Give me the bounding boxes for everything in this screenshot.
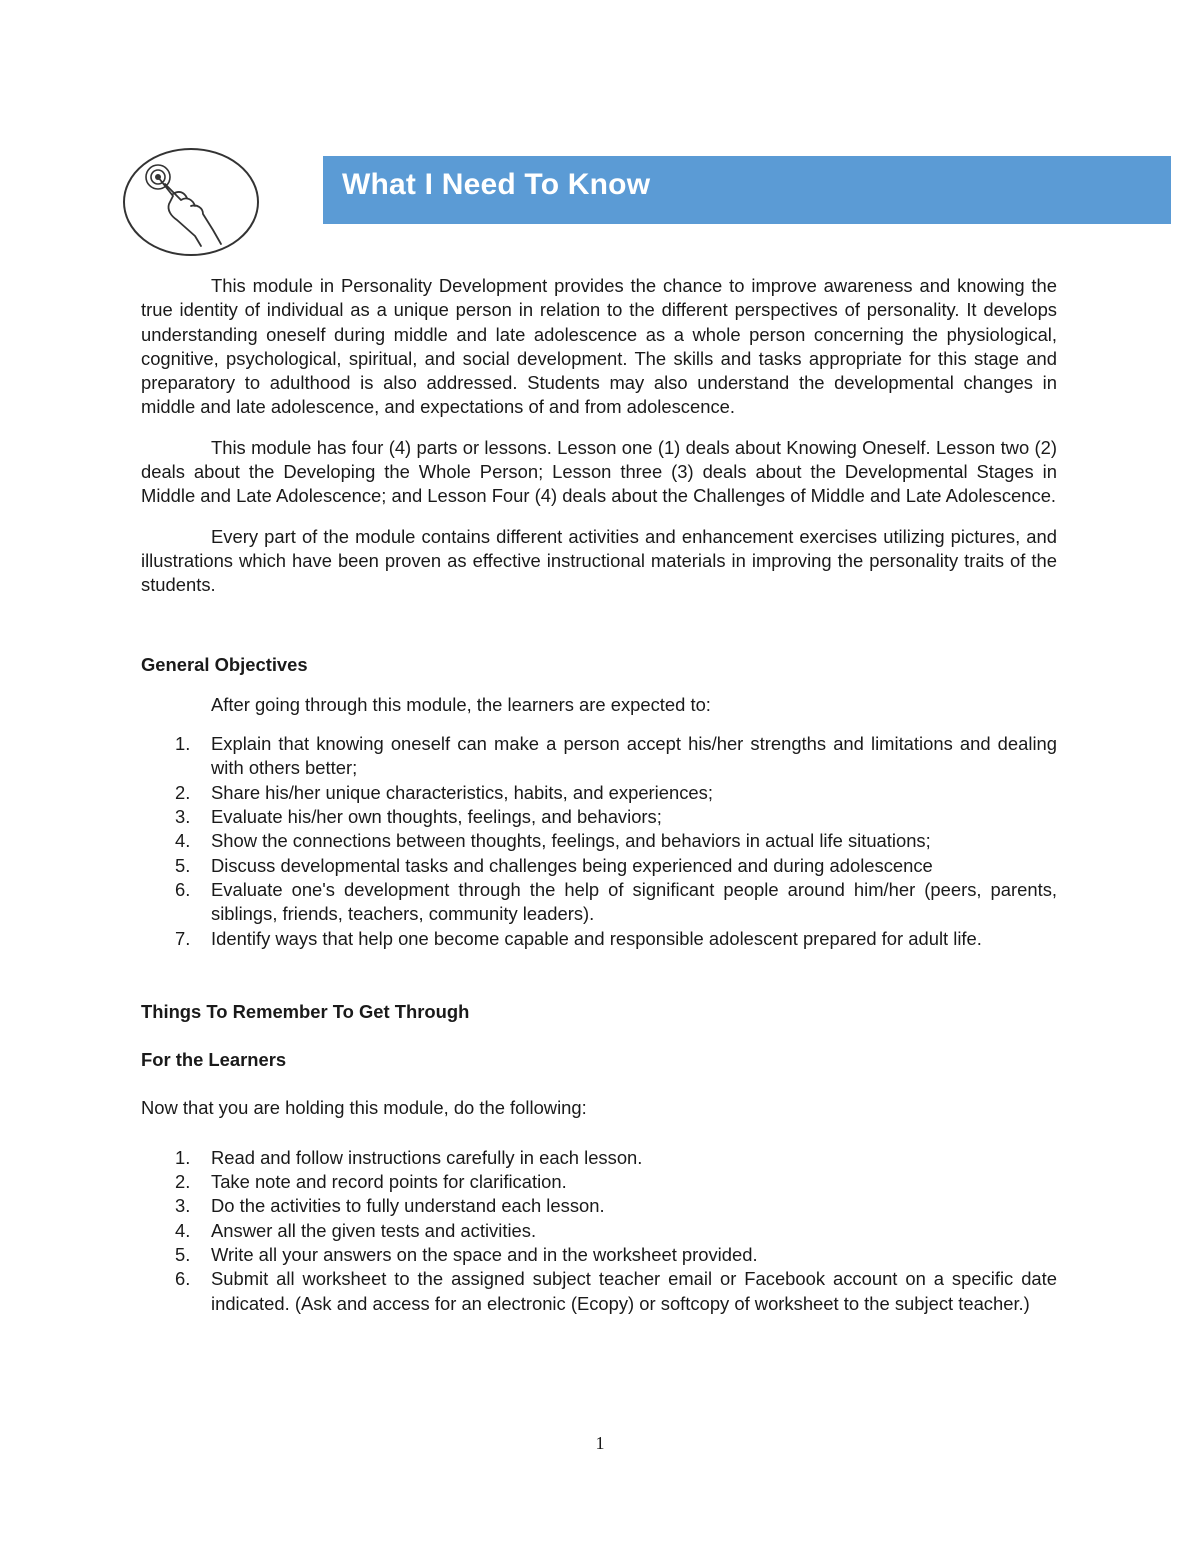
list-item <box>141 1267 1057 1316</box>
list-item-number: 5. <box>175 1243 191 1265</box>
remember-heading: Things To Remember To Get Through <box>141 1000 470 1022</box>
list-item <box>141 1170 1057 1194</box>
list-item-text: Identify ways that help one become capable and responsible adolescent prepared for adult life. <box>211 927 982 949</box>
list-item-number: 2. <box>175 1171 191 1193</box>
list-item-text: Write all your answers on the space and in the worksheet provided. <box>211 1243 758 1265</box>
list-item <box>141 927 1057 951</box>
remember-intro: Now that you are holding this module, do the following: <box>141 1097 587 1119</box>
list-item <box>141 829 1057 853</box>
list-item <box>141 1146 1057 1170</box>
learners-subheading: For the Learners <box>141 1049 287 1071</box>
hand-pointer-icon <box>121 146 261 258</box>
list-item <box>141 854 1057 878</box>
list-item-text: Show the connections between thoughts, feelings, and behaviors in actual life situations; <box>211 830 931 852</box>
instructions-list <box>141 1146 1057 1316</box>
list-item-text: Do the activities to fully understand each lesson. <box>211 1195 605 1217</box>
banner-title: What I Need To Know <box>342 168 651 201</box>
list-item-number: 3. <box>175 1195 191 1217</box>
list-item-text: Discuss developmental tasks and challenges being experienced and during adolescence <box>211 854 933 876</box>
list-item-text: Answer all the given tests and activities. <box>211 1219 537 1241</box>
list-item-text: Submit all worksheet to the assigned subject teacher email or Facebook account on a specific date indicated. (Ask and access for an electronic (Ecopy) or softcopy of worksheet to the subject teacher.) <box>211 1268 1057 1314</box>
list-item-number: 4. <box>175 830 191 852</box>
list-item-text: Take note and record points for clarification. <box>211 1171 567 1193</box>
intro-paragraph-3: Every part of the module contains different activities and enhancement exercises utilizing pictures, and illustrations which have been proven as effective instructional materials in improving the personality traits of the students. <box>141 525 1057 596</box>
list-item-text: Evaluate one's development through the help of significant people around him/her (peers, parents, siblings, friends, teachers, community leaders). <box>211 878 1057 925</box>
intro-paragraph-1: This module in Personality Development provides the chance to improve awareness and knowing the true identity of individual as a unique person in relation to the different perspectives of personality. It develops understanding oneself during middle and late adolescence as a whole person concerning the physiological, cognitive, psychological, spiritual, and social development. The skills and tasks appropriate for this stage and preparatory to adulthood is also addressed. Students may also understand the developmental changes in middle and late adolescence, and expectations of and from adolescence. <box>141 275 1057 418</box>
list-item-number: 7. <box>175 927 191 949</box>
page-number: 1 <box>595 1433 605 1453</box>
module-content <box>141 274 1057 1316</box>
list-item <box>141 878 1057 927</box>
objectives-list <box>141 732 1057 951</box>
list-item <box>141 781 1057 805</box>
list-item-text: Share his/her unique characteristics, habits, and experiences; <box>211 781 713 803</box>
intro-paragraph-2: This module has four (4) parts or lessons. Lesson one (1) deals about Knowing Oneself. Lesson two (2) deals about the Developing the Whole Person; Lesson three (3) deals about the Developmental Stages in Middle and Late Adolescence; and Lesson Four (4) deals about the Challenges of Middle and Late Adolescence. <box>141 436 1057 507</box>
list-item-number: 6. <box>175 1268 191 1290</box>
list-item <box>141 1194 1057 1218</box>
list-item-text: Read and follow instructions carefully in each lesson. <box>211 1146 643 1168</box>
section-banner <box>323 156 1171 224</box>
list-item-number: 6. <box>175 878 191 900</box>
list-item-number: 5. <box>175 854 191 876</box>
objectives-heading: General Objectives <box>141 653 308 675</box>
objectives-intro: After going through this module, the learners are expected to: <box>211 693 711 715</box>
list-item-text: Evaluate his/her own thoughts, feelings, and behaviors; <box>211 806 662 828</box>
list-item <box>141 1219 1057 1243</box>
list-item-number: 1. <box>175 1146 191 1168</box>
list-item <box>141 732 1057 781</box>
list-item-number: 3. <box>175 806 191 828</box>
list-item-number: 2. <box>175 781 191 803</box>
list-item-text: Explain that knowing oneself can make a person accept his/her strengths and limitations and dealing with others better; <box>211 733 1057 779</box>
list-item-number: 4. <box>175 1219 191 1241</box>
list-item <box>141 805 1057 829</box>
list-item-number: 1. <box>175 733 191 755</box>
list-item <box>141 1243 1057 1267</box>
